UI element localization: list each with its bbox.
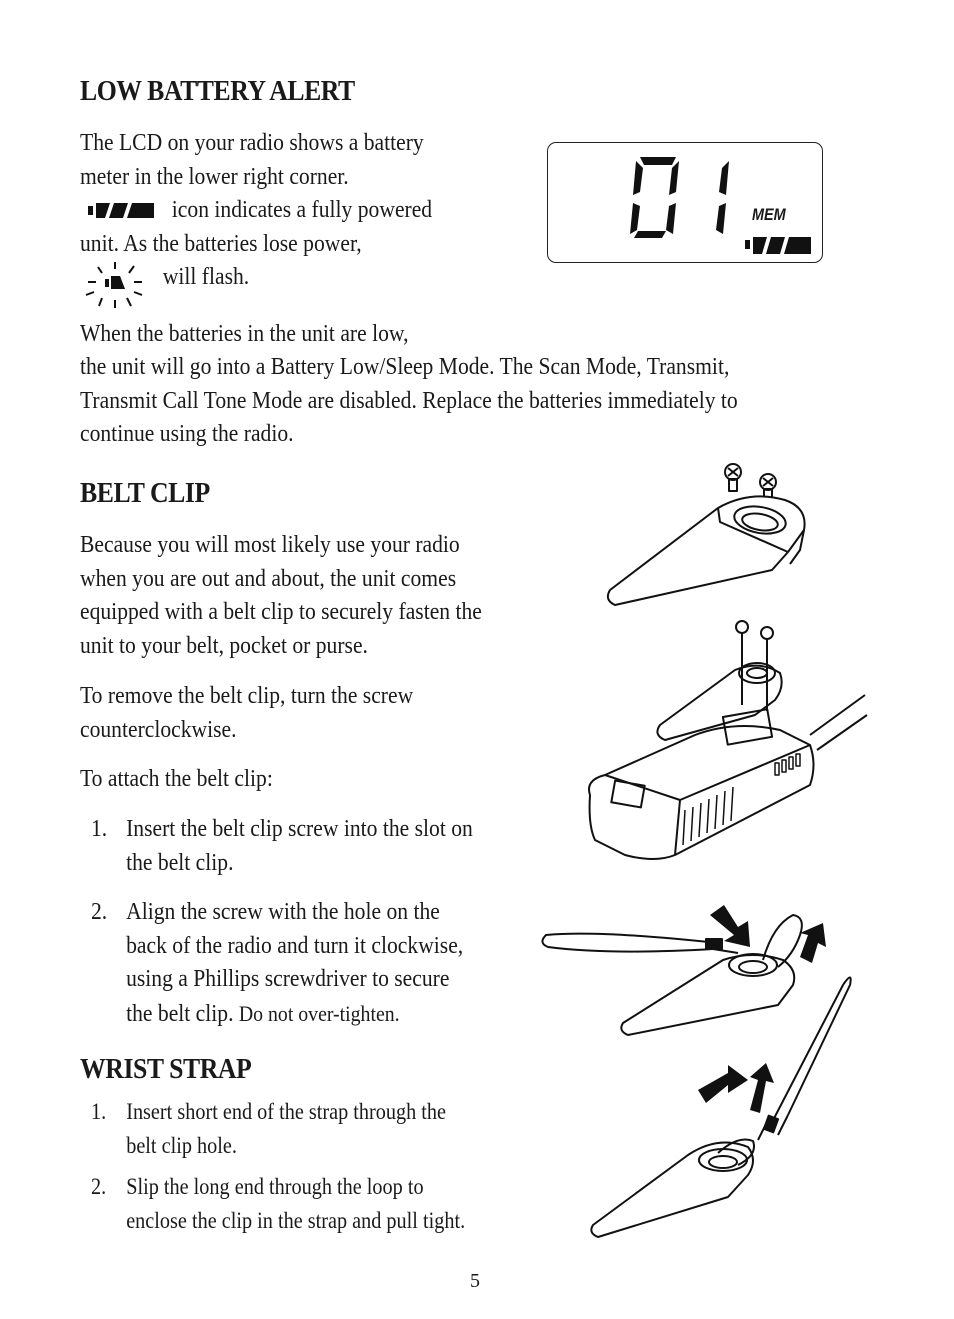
- text-line: when you are out and about, the unit comes: [80, 565, 457, 592]
- belt-clip-step-1: [91, 813, 473, 880]
- text-line: icon indicates a fully powered: [171, 197, 433, 223]
- text-line: counterclockwise.: [80, 716, 237, 743]
- text-line: continue using the radio.: [80, 421, 294, 447]
- battery-full-icon: [88, 201, 154, 219]
- belt-clip-step-2: [91, 896, 463, 1031]
- text-line: unit. As the batteries lose power,: [80, 230, 362, 257]
- belt-clip-remove: [80, 680, 413, 747]
- text-line: the belt clip.: [126, 849, 234, 876]
- radio-with-belt-clip-illustration: [585, 615, 875, 865]
- step-number: 1.: [91, 1099, 107, 1124]
- over-tighten-note: Do not over-tighten.: [238, 1000, 400, 1026]
- step-number: 2.: [91, 899, 108, 925]
- text-fragment: the belt clip.: [126, 1000, 234, 1027]
- text-line: To attach the belt clip:: [80, 766, 273, 792]
- text-line: Insert short end of the strap through the: [126, 1099, 447, 1124]
- text-line: Because you will most likely use your radio: [80, 532, 460, 558]
- arrow-icon: [800, 923, 826, 963]
- text-line: Align the screw with the hole on the: [126, 899, 440, 925]
- section-heading-low-battery: LOW BATTERY ALERT: [80, 76, 355, 107]
- section-heading-belt-clip: BELT CLIP: [80, 478, 210, 509]
- text-line: When the batteries in the unit are low,: [80, 320, 409, 347]
- lcd-display: [547, 142, 823, 263]
- lcd-mem-label: MEM: [752, 205, 786, 224]
- text-line: The LCD on your radio shows a battery: [80, 130, 424, 156]
- text-line: back of the radio and turn it clockwise,: [126, 932, 464, 959]
- text-line: equipped with a belt clip to securely fasten the: [80, 599, 482, 625]
- text-line: using a Phillips screwdriver to secure: [126, 966, 450, 992]
- text-line: meter in the lower right corner.: [80, 163, 349, 190]
- wrist-strap-step-1: [91, 1095, 446, 1162]
- text-line: To remove the belt clip, turn the screw: [80, 683, 414, 709]
- belt-clip-illustration: [600, 460, 830, 620]
- text-line: will flash.: [162, 264, 250, 290]
- text-line: the unit will go into a Battery Low/Sleep Mode. The Scan Mode, Transmit,: [80, 354, 730, 380]
- arrow-icon: [698, 1065, 748, 1103]
- text-line: Insert the belt clip screw into the slot on: [126, 816, 473, 842]
- text-line: Transmit Call Tone Mode are disabled. Replace the batteries immediately to: [80, 387, 738, 414]
- step-number: 1.: [91, 816, 108, 842]
- belt-clip-attach-intro: [80, 763, 273, 797]
- arrow-icon: [750, 1063, 774, 1113]
- text-line: enclose the clip in the strap and pull tight.: [126, 1207, 466, 1233]
- text-line: belt clip hole.: [126, 1132, 237, 1158]
- lcd-battery-full-icon: [745, 235, 813, 255]
- text-line: unit to your belt, pocket or purse.: [80, 632, 368, 659]
- wrist-strap-step-2: [91, 1170, 465, 1237]
- wrist-strap-tight-illustration: [588, 965, 858, 1245]
- text-line: [126, 997, 463, 1032]
- battery-flashing-icon: [84, 262, 146, 310]
- belt-clip-intro: [80, 529, 482, 663]
- page-number: 5: [470, 1270, 480, 1292]
- step-number: 2.: [91, 1174, 107, 1199]
- text-line: Slip the long end through the loop to: [126, 1174, 424, 1199]
- section-heading-wrist-strap: WRIST STRAP: [80, 1054, 252, 1085]
